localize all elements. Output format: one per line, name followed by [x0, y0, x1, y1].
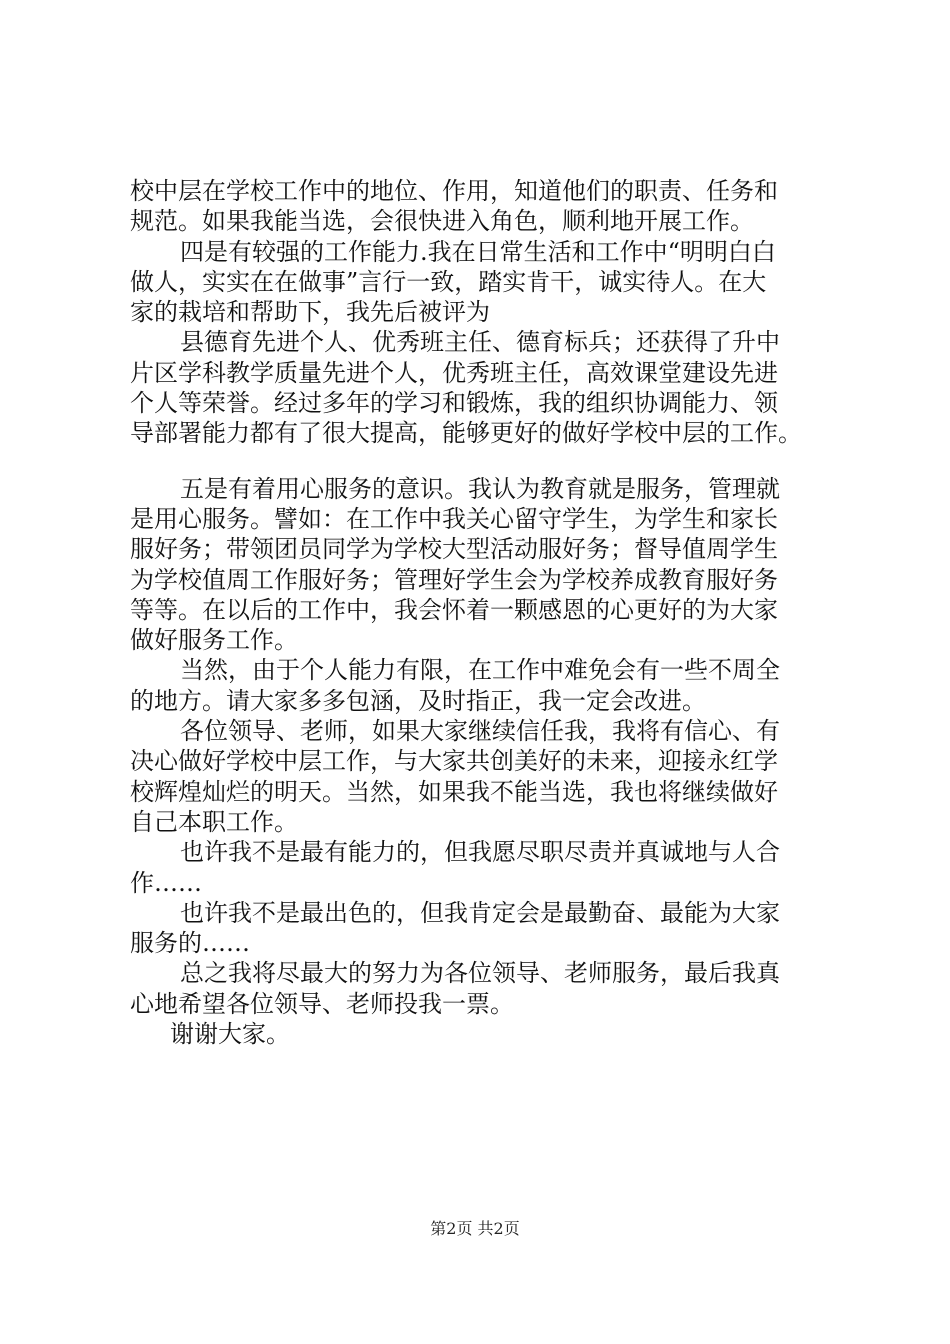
page-footer: 第2页 共2页 — [430, 1219, 520, 1238]
text-line: 自己本职工作。 — [130, 807, 298, 836]
text-line: 服好务；带领团员同学为学校大型活动服好务；督导值周学生 — [130, 535, 778, 564]
document-body — [130, 176, 840, 1049]
text-line: 做好服务工作。 — [130, 626, 298, 655]
text-line: 导部署能力都有了很大提高，能够更好的做好学校中层的工作。 — [130, 419, 802, 448]
text-line: 也许我不是最有能力的，但我愿尽职尽责并真诚地与人合 — [180, 838, 780, 867]
text-line: 四是有较强的工作能力.我在日常生活和工作中“明明白白 — [180, 237, 776, 266]
paragraph-gap — [130, 449, 840, 474]
text-line: 各位领导、老师，如果大家继续信任我，我将有信心、有 — [180, 717, 780, 746]
text-line: 总之我将尽最大的努力为各位领导、老师服务，最后我真 — [180, 959, 780, 988]
text-line: 校辉煌灿烂的明天。当然，如果我不能当选，我也将继续做好 — [130, 777, 778, 806]
text-line: 作…… — [130, 868, 202, 897]
text-line: 谢谢大家。 — [170, 1020, 290, 1049]
text-line: 等等。在以后的工作中，我会怀着一颗感恩的心更好的为大家 — [130, 595, 778, 624]
text-line: 的地方。请大家多多包涵，及时指正，我一定会改进。 — [130, 686, 706, 715]
text-line: 是用心服务。譬如：在工作中我关心留守学生，为学生和家长 — [130, 504, 778, 533]
text-line: 当然，由于个人能力有限，在工作中难免会有一些不周全 — [180, 656, 780, 685]
text-line: 个人等荣誉。经过多年的学习和锻炼，我的组织协调能力、领 — [130, 389, 778, 418]
text-line: 县德育先进个人、优秀班主任、德育标兵；还获得了升中 — [180, 328, 780, 357]
text-line: 心地希望各位领导、老师投我一票。 — [130, 989, 514, 1018]
text-line: 家的栽培和帮助下，我先后被评为 — [130, 298, 490, 327]
text-line: 决心做好学校中层工作，与大家共创美好的未来，迎接永红学 — [130, 747, 778, 776]
text-line: 为学校值周工作服好务；管理好学生会为学校养成教育服好务 — [130, 565, 778, 594]
text-line: 也许我不是最出色的，但我肯定会是最勤奋、最能为大家 — [180, 898, 780, 927]
text-line: 规范。如果我能当选，会很快进入角色，顺利地开展工作。 — [130, 207, 754, 236]
text-line: 五是有着用心服务的意识。我认为教育就是服务，管理就 — [180, 474, 780, 503]
text-line: 校中层在学校工作中的地位、作用，知道他们的职责、任务和 — [130, 177, 778, 205]
text-line: 片区学科教学质量先进个人，优秀班主任，高效课堂建设先进 — [130, 358, 778, 387]
text-line: 服务的…… — [130, 929, 250, 958]
text-line: 做人，实实在在做事”言行一致，踏实肯干，诚实待人。在大 — [130, 267, 767, 296]
